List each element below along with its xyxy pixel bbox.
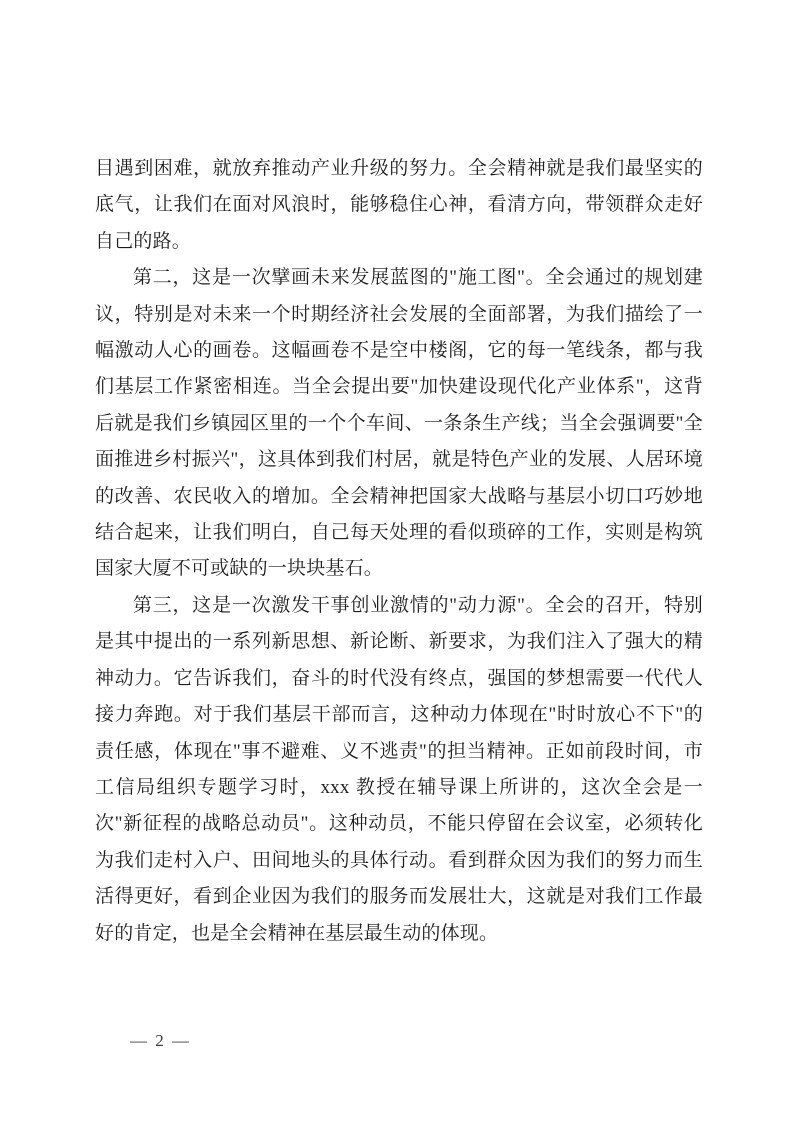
- body-paragraph-second-point: 第二，这是一次擘画未来发展蓝图的"施工图"。全会通过的规划建议，特别是对未来一个时期经济社会发展的全面部署，为我们描绘了一幅激动人心的画卷。这幅画卷不是空中楼阁，它的每一笔线条，都与我们基层工作紧密相连。当全会提出要"加快建设现代化产业体系"，这背后就是我们乡镇园区里的一个个车间、一条条生产线；当全会强调要"全面推进乡村振兴"，这具体到我们村居，就是特色产业的发展、人居环境的改善、农民收入的增加。全会精神把国家大战略与基层小切口巧妙地结合起来，让我们明白，自己每天处理的看似琐碎的工作，实则是构筑国家大厦不可或缺的一块块基石。: [95, 267, 703, 580]
- page-number: — 2 —: [130, 1031, 191, 1050]
- body-paragraph-third-point: 第三，这是一次激发干事创业激情的"动力源"。全会的召开，特别是其中提出的一系列新思想、新论断、新要求，为我们注入了强大的精神动力。它告诉我们，奋斗的时代没有终点，强国的梦想需要一代代人接力奔跑。对于我们基层干部而言，这种动力体现在"时时放心不下"的责任感，体现在"事不避难、义不逃责"的担当精神。正如前段时间，市工信局组织专题学习时，xxx 教授在辅导课上所讲的，这次全会是一次"新征程的战略总动员"。这种动员，不能只停留在会议室，必须转化为我们走村入户、田间地头的具体行动。看到群众因为我们的努力而生活得更好，看到企业因为我们的服务而发展壮大，这就是对我们工作最好的肯定，也是全会精神在基层最生动的体现。: [95, 594, 703, 944]
- body-paragraph-continuation: 目遇到困难，就放弃推动产业升级的努力。全会精神就是我们最坚实的底气，让我们在面对风浪时，能够稳住心神，看清方向，带领群众走好自己的路。: [95, 158, 703, 252]
- document-body: [95, 151, 703, 952]
